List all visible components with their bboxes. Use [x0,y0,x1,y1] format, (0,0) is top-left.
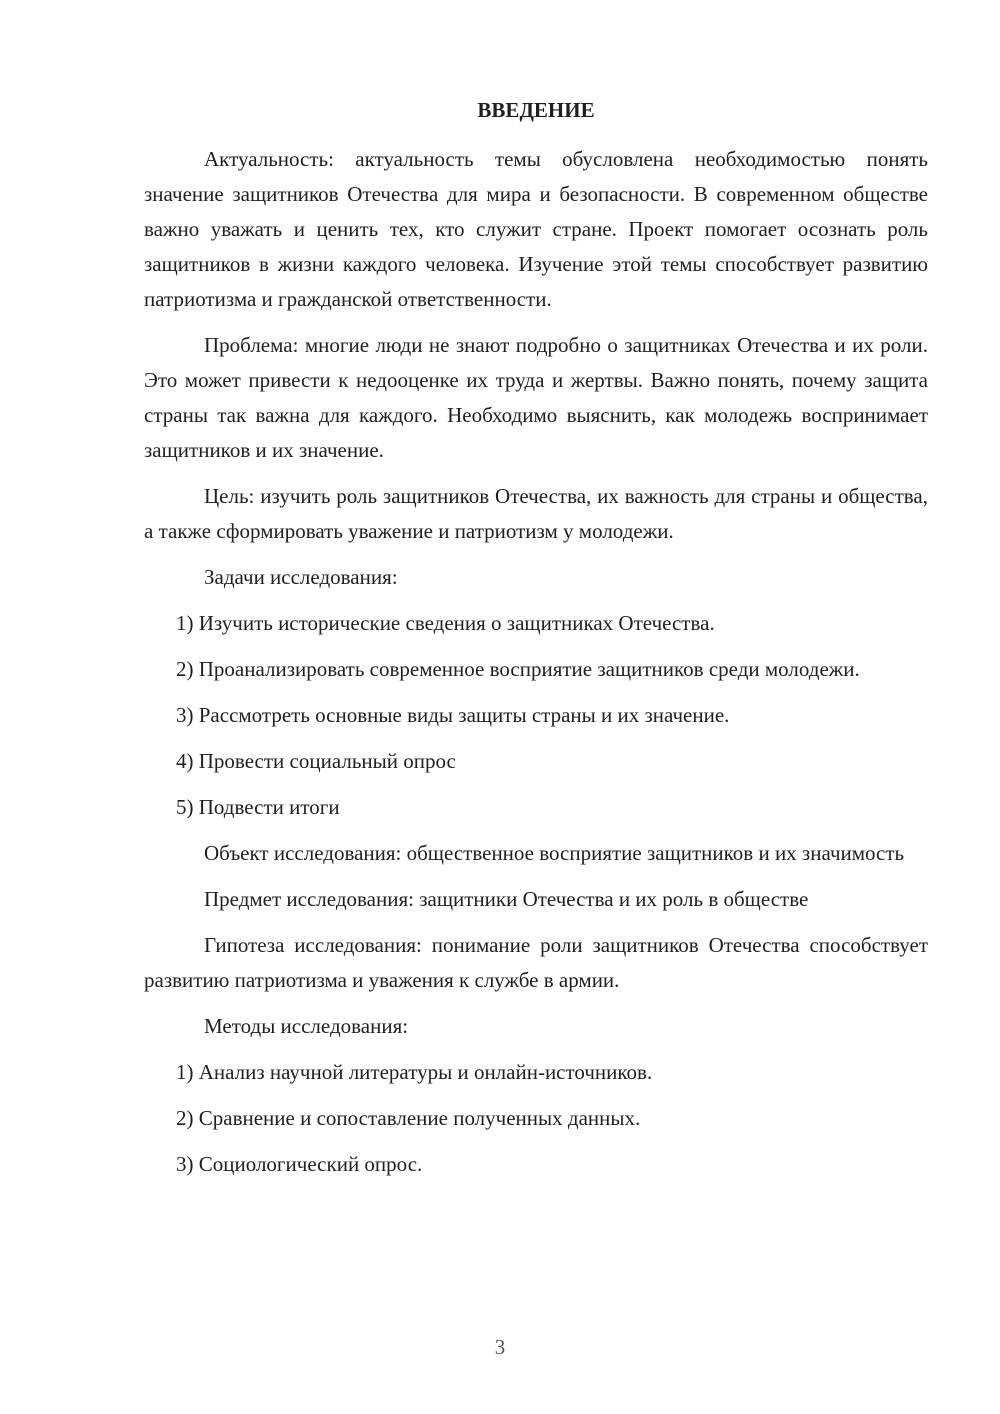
hypothesis-paragraph: Гипотеза исследования: понимание роли защитников Отечества способствует развитию патриотизма и уважения к службе в армии. [144,933,928,992]
method-item: 2) Сравнение и сопоставление полученных данных. [176,1106,641,1130]
subject-paragraph: Предмет исследования: защитники Отечества и их роль в обществе [204,887,809,911]
method-item: 3) Социологический опрос. [176,1152,423,1176]
relevance-paragraph: Актуальность: актуальность темы обусловлена необходимостью понять значение защитников Отечества для мира и безопасности. В современном обществе важно уважать и ценить тех, кто служит стране. Проект помогает осознать роль защитников в жизни каждого человека. Изучение этой темы способствует развитию патриотизма и гражданской ответственности. [144,147,928,311]
task-item: 4) Провести социальный опрос [176,749,456,773]
page-title: ВВЕДЕНИЕ [477,98,595,122]
problem-paragraph: Проблема: многие люди не знают подробно о защитниках Отечества и их роли. Это может привести к недооценке их труда и жертвы. Важно понять, почему защита страны так важна для каждого. Необходимо выяснить, как молодежь воспринимает защитников и их значение. [144,333,928,462]
object-paragraph: Объект исследования: общественное восприятие защитников и их значимость [204,841,905,865]
task-item: 2) Проанализировать современное восприятие защитников среди молодежи. [176,657,860,681]
task-item: 5) Подвести итоги [176,795,340,819]
task-item: 3) Рассмотреть основные виды защиты страны и их значение. [176,703,730,727]
page-number: 3 [494,1335,506,1359]
tasks-heading: Задачи исследования: [204,565,398,589]
document-page [144,96,928,1193]
method-item: 1) Анализ научной литературы и онлайн-источников. [176,1060,653,1084]
task-item: 1) Изучить исторические сведения о защитниках Отечества. [176,611,715,635]
goal-paragraph: Цель: изучить роль защитников Отечества, их важность для страны и общества, а также сформировать уважение и патриотизм у молодежи. [144,484,928,543]
methods-heading: Методы исследования: [204,1014,409,1038]
